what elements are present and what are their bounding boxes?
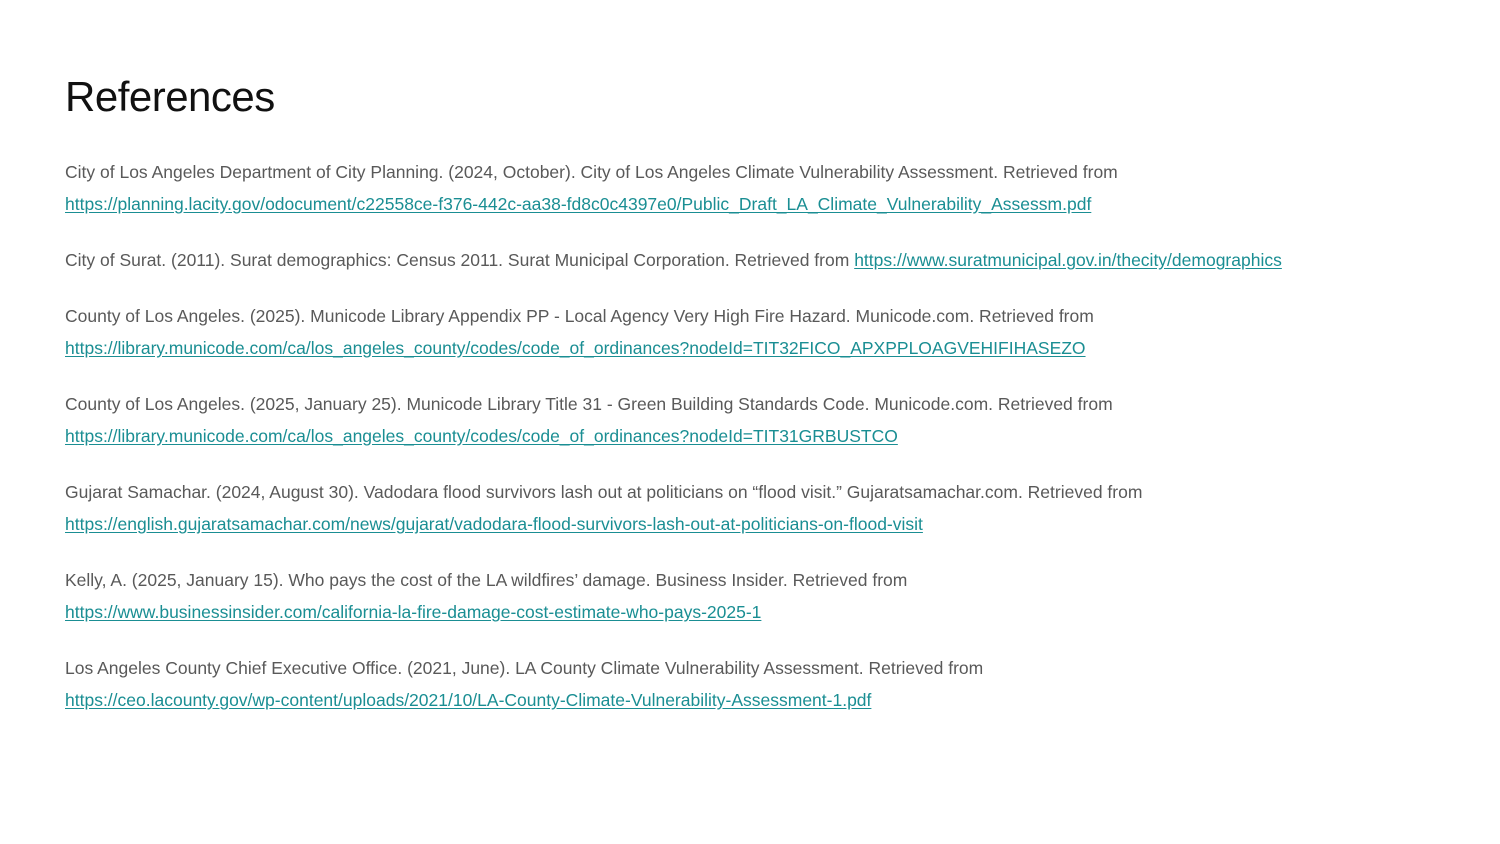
reference-text: Los Angeles County Chief Executive Office. (2021, June). LA County Climate Vulnerability Assessment. Retrieved from <box>65 658 984 678</box>
reference-text: County of Los Angeles. (2025). Municode Library Appendix PP - Local Agency Very High Fire Hazard. Municode.com. Retrieved from <box>65 306 1094 326</box>
reference-text: City of Los Angeles Department of City Planning. (2024, October). City of Los Angeles Climate Vulnerability Assessment. Retrieved from <box>65 162 1118 182</box>
page-title: References <box>65 73 275 120</box>
reference-text: County of Los Angeles. (2025, January 25). Municode Library Title 31 - Green Building Standards Code. Municode.com. Retrieved from <box>65 394 1113 414</box>
reference-link[interactable]: https://english.gujaratsamachar.com/news/gujarat/vadodara-flood-survivors-lash-out-at-politicians-on-flood-visit <box>65 514 923 534</box>
reference-item <box>65 652 1465 716</box>
reference-item <box>65 244 1465 276</box>
reference-text: Kelly, A. (2025, January 15). Who pays the cost of the LA wildfires’ damage. Business Insider. Retrieved from <box>65 570 908 590</box>
reference-link[interactable]: https://library.municode.com/ca/los_angeles_county/codes/code_of_ordinances?nodeId=TIT32FICO_APXPPLOAGVEHIFIHASEZO <box>65 338 1086 358</box>
reference-link[interactable]: https://ceo.lacounty.gov/wp-content/uploads/2021/10/LA-County-Climate-Vulnerability-Assessment-1.pdf <box>65 690 872 710</box>
reference-link[interactable]: https://www.businessinsider.com/california-la-fire-damage-cost-estimate-who-pays-2025-1 <box>65 602 762 622</box>
reference-item <box>65 564 1465 628</box>
reference-item <box>65 300 1465 364</box>
reference-item <box>65 156 1465 220</box>
reference-text: Gujarat Samachar. (2024, August 30). Vadodara flood survivors lash out at politicians on “flood visit.” Gujaratsamachar.com. Retrieved from <box>65 482 1143 502</box>
reference-link[interactable]: https://planning.lacity.gov/odocument/c22558ce-f376-442c-aa38-fd8c0c4397e0/Public_Draft_LA_Climate_Vulnerability_Assessm.pdf <box>65 194 1092 214</box>
reference-link[interactable]: https://library.municode.com/ca/los_angeles_county/codes/code_of_ordinances?nodeId=TIT31GRBUSTCO <box>65 426 898 446</box>
reference-item <box>65 388 1465 452</box>
reference-link[interactable]: https://www.suratmunicipal.gov.in/thecity/demographics <box>854 250 1282 270</box>
references-list <box>65 156 1465 740</box>
reference-item <box>65 476 1465 540</box>
reference-text: City of Surat. (2011). Surat demographics: Census 2011. Surat Municipal Corporation. Retrieved from <box>65 250 850 270</box>
